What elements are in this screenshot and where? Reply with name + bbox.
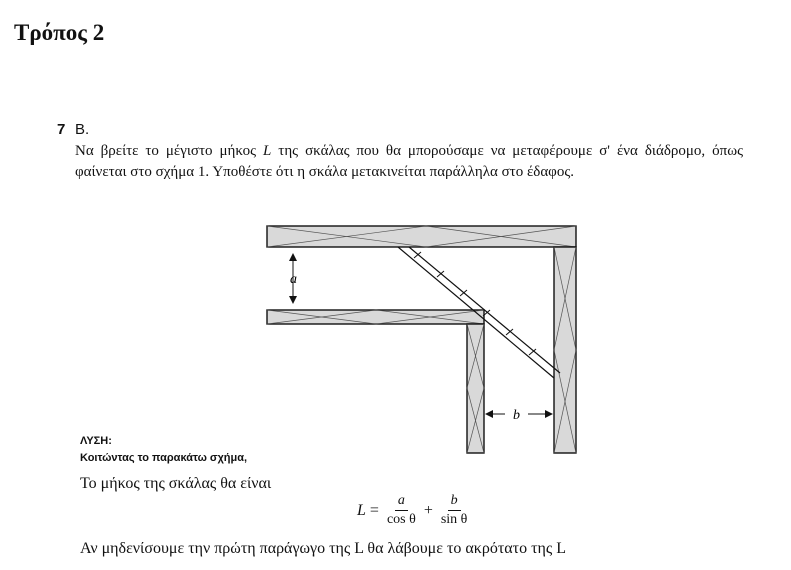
outer-wall-right bbox=[554, 247, 576, 453]
fraction-a bbox=[387, 492, 416, 529]
outer-wall-top bbox=[267, 226, 576, 247]
formula-equals: = bbox=[369, 501, 379, 519]
fraction-b-numerator: b bbox=[448, 492, 461, 511]
formula-plus: + bbox=[423, 501, 433, 519]
formula-lhs: L bbox=[357, 501, 366, 519]
fraction-b bbox=[441, 492, 468, 529]
fraction-a-numerator: a bbox=[395, 492, 408, 511]
label-b: b bbox=[513, 408, 520, 423]
problem-label: B. bbox=[75, 121, 90, 138]
length-formula bbox=[357, 492, 471, 529]
label-a: a bbox=[290, 272, 297, 287]
fraction-a-denominator: cos θ bbox=[386, 512, 416, 527]
page-title: Τρόπος 2 bbox=[14, 20, 105, 45]
solution-heading: ΛΥΣΗ: bbox=[80, 435, 112, 447]
inner-wall-top bbox=[267, 310, 484, 324]
problem-number: 7 bbox=[57, 121, 66, 138]
derivative-statement: Αν μηδενίσουμε την πρώτη παράγωγο της L θα λάβουμε το ακρότατο της L bbox=[80, 540, 566, 557]
solution-subheading: Κοιτώντας το παρακάτω σχήμα, bbox=[80, 452, 248, 464]
problem-text-start: Να βρείτε το μέγιστο μήκος bbox=[75, 143, 257, 159]
variable-L: L bbox=[262, 143, 272, 159]
problem-text-end: της σκάλας που θα μπορούσαμε να μεταφέρουμε σ' ένα διάδρομο, όπως φαίνεται στο σχήμα 1. Υποθέστε ότι η σκάλα μετακινείται παράλληλα στο έδαφος. bbox=[75, 143, 744, 180]
fraction-b-denominator: sin θ bbox=[440, 512, 468, 527]
inner-wall-right bbox=[467, 324, 484, 453]
length-statement: Το μήκος της σκάλας θα είναι bbox=[80, 475, 272, 492]
